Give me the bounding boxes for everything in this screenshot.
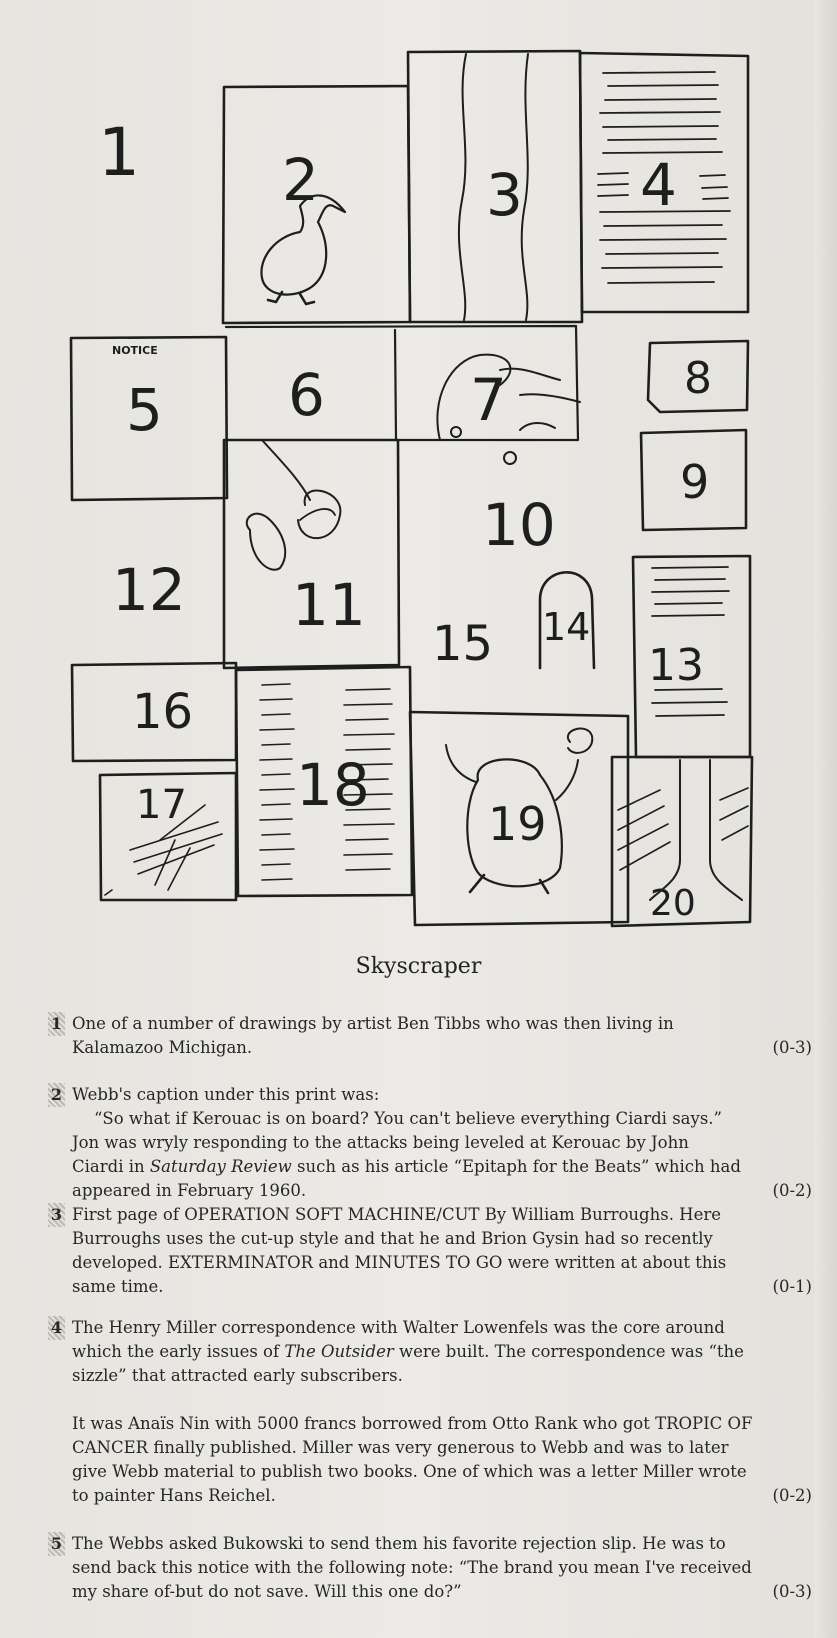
note-5 [50,1532,812,1604]
panel-number-5: 5 [126,376,163,444]
note-2-line: Ciardi in Saturday Review such as his article “Epitaph for the Beats” which had [72,1157,741,1176]
panel-number-7: 7 [470,366,507,434]
note-2-line: Jon was wryly responding to the attacks being leveled at Kerouac by John [72,1133,689,1152]
note-3-line: same time. (0-1) [72,1275,812,1299]
note-1 [50,1012,812,1060]
note-2-line: appeared in February 1960. (0-2) [72,1179,812,1203]
note-3 [50,1203,812,1299]
note-5-rating: (0-3) [772,1582,812,1601]
note-2-quote: “So what if Kerouac is on board? You can't believe everything Ciardi says.” [94,1109,722,1128]
panel-number-17: 17 [136,782,187,828]
note-3-rating: (0-1) [772,1277,812,1296]
note-4-line: CANCER finally published. Miller was very generous to Webb and was to later [72,1438,729,1457]
note-4-line: The Henry Miller correspondence with Walter Lowenfels was the core around [72,1318,725,1337]
note-number-4: 4 [35,1316,65,1340]
panel-number-14: 14 [542,605,591,649]
note-4 [50,1316,812,1508]
note-2-rating: (0-2) [772,1181,812,1200]
panel-number-3: 3 [486,161,523,229]
note-5-line: send back this notice with the following note: “The brand you mean I've received [72,1558,752,1577]
note-1-line: Kalamazoo Michigan. (0-3) [72,1036,812,1060]
note-4-line: to painter Hans Reichel. (0-2) [72,1484,812,1508]
panel-number-6: 6 [288,361,325,429]
panel-number-11: 11 [292,571,366,639]
panel-number-1: 1 [98,114,140,191]
note-1-rating: (0-3) [772,1038,812,1057]
note-number-5: 5 [35,1532,65,1556]
note-number-2: 2 [35,1083,65,1107]
panel-number-10: 10 [482,491,556,559]
note-1-line: One of a number of drawings by artist Ben Tibbs who was then living in [72,1014,674,1033]
panel-number-16: 16 [132,684,194,740]
panel-number-8: 8 [684,353,712,404]
panel-number-9: 9 [680,455,710,509]
note-4-title-italic: The Outsider [284,1342,394,1361]
panel-numbers [98,114,712,924]
panel-number-18: 18 [296,751,370,819]
note-2 [50,1083,812,1203]
panel-number-15: 15 [432,616,494,672]
note-5-line: my share of-but do not save. Will this one do?” (0-3) [72,1580,812,1604]
note-3-line: developed. EXTERMINATOR and MINUTES TO GO were written at about this [72,1253,727,1272]
note-3-line: First page of OPERATION SOFT MACHINE/CUT By William Burroughs. Here [72,1205,721,1224]
note-5-line: The Webbs asked Bukowski to send them his favorite rejection slip. He was to [72,1534,726,1553]
note-4-line: which the early issues of The Outsider were built. The correspondence was “the [72,1342,744,1361]
note-2-line: Webb's caption under this print was: [72,1085,380,1104]
panel-number-13: 13 [648,640,704,691]
figure-caption: Skyscraper [355,954,482,979]
note-4-line: give Webb material to publish two books. One of which was a letter Miller wrote [72,1462,747,1481]
note-4-line: sizzle” that attracted early subscribers. [72,1366,403,1385]
panel-number-20: 20 [650,883,696,924]
note-number-1: 1 [35,1012,65,1036]
notice-label: NOTICE [112,344,158,357]
note-4-rating: (0-2) [772,1486,812,1505]
note-number-3: 3 [35,1203,65,1227]
note-3-line: Burroughs uses the cut-up style and that he and Brion Gysin had so recently [72,1229,713,1248]
panel-number-4: 4 [640,151,677,219]
note-2-title-italic: Saturday Review [149,1157,292,1176]
note-4-line: It was Anaïs Nin with 5000 francs borrowed from Otto Rank who got TROPIC OF [72,1414,753,1433]
panel-number-2: 2 [282,146,319,214]
panel-number-19: 19 [488,797,547,851]
panel-number-12: 12 [112,556,186,624]
